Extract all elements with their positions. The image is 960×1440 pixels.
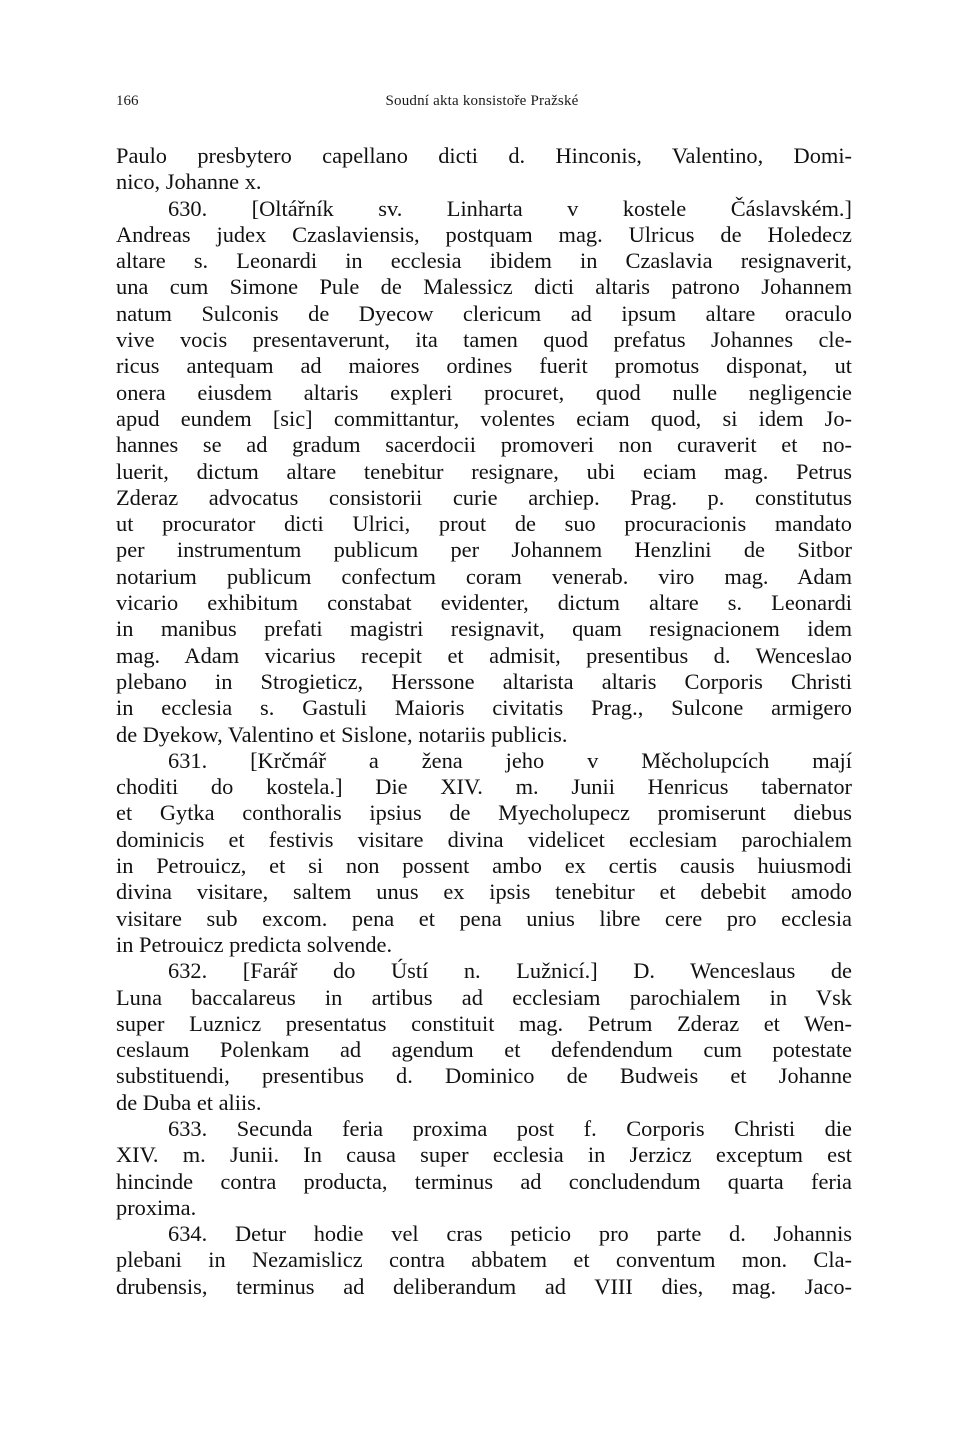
text-line: hincinde contra producta, terminus ad concludendum quarta feria bbox=[116, 1168, 852, 1194]
text-line: ut procurator dicti Ulrici, prout de suo procuracionis mandato bbox=[116, 511, 852, 537]
text-line: plebano in Strogieticz, Herssone altarista altaris Corporis Christi bbox=[116, 668, 852, 694]
entry-634-heading: 634. Detur hodie vel cras peticio pro parte d. Johannis bbox=[168, 1221, 852, 1247]
text-line: in Petrouicz predicta solvende. bbox=[116, 931, 393, 957]
text-line: dominicis et festivis visitare divina videlicet ecclesiam parochialem bbox=[116, 826, 852, 852]
text-line: de Dyekow, Valentino et Sislone, notariis publicis. bbox=[116, 721, 568, 747]
text-line: Zderaz advocatus consistorii curie archiep. Prag. p. constitutus bbox=[116, 484, 852, 510]
text-line: in ecclesia s. Gastuli Maioris civitatis Prag., Sulcone armigero bbox=[116, 695, 852, 721]
text-line: Paulo presbytero capellano dicti d. Hinconis, Valentino, Domi- bbox=[116, 143, 852, 168]
text-line: de Duba et aliis. bbox=[116, 1089, 262, 1115]
text-line: drubensis, terminus ad deliberandum ad VIII dies, mag. Jaco- bbox=[116, 1273, 852, 1299]
body-text bbox=[116, 143, 852, 1300]
text-line: plebani in Nezamislicz contra abbatem et conventum mon. Cla- bbox=[116, 1247, 852, 1273]
entry-633-heading: 633. Secunda feria proxima post f. Corporis Christi die bbox=[168, 1115, 852, 1141]
text-line: mag. Adam vicarius recepit et admisit, presentibus d. Wenceslao bbox=[116, 642, 852, 668]
text-line: natum Sulconis de Dyecow clericum ad ipsum altare oraculo bbox=[116, 300, 852, 326]
text-line: altare s. Leonardi in ecclesia ibidem in Czaslavia resignaverit, bbox=[116, 248, 852, 274]
text-line: in manibus prefati magistri resignavit, quam resignacionem idem bbox=[116, 616, 852, 642]
text-line: hannes se ad gradum sacerdocii promoveri non curaverit et no- bbox=[116, 432, 852, 458]
page-number: 166 bbox=[116, 93, 139, 109]
text-line: ricus antequam ad maiores ordines fuerit promotus disponat, ut bbox=[116, 353, 852, 379]
text-line: vive vocis presentaverunt, ita tamen quod prefatus Johannes cle- bbox=[116, 327, 852, 353]
text-line: vicario exhibitum constabat evidenter, dictum altare s. Leonardi bbox=[116, 590, 852, 616]
text-line: in Petrouicz, et si non possent ambo ex certis causis huiusmodi bbox=[116, 853, 852, 879]
entry-631-heading: 631. [Krčmář a žena jeho v Měcholupcích mají bbox=[168, 747, 852, 773]
text-line: et Gytka conthoralis ipsius de Myecholupecz promiserunt diebus bbox=[116, 800, 852, 826]
page-header bbox=[116, 93, 848, 117]
text-line: super Luznicz presentatus constituit mag. Petrum Zderaz et Wen- bbox=[116, 1010, 852, 1036]
text-line: XIV. m. Junii. In causa super ecclesia in Jerzicz exceptum est bbox=[116, 1142, 852, 1168]
text-line: visitare sub excom. pena et pena unius libre cere pro ecclesia bbox=[116, 905, 852, 931]
text-line: nico, Johanne x. bbox=[116, 169, 262, 195]
entry-630-heading: 630. [Oltářník sv. Linharta v kostele Čáslavském.] bbox=[168, 195, 852, 221]
text-line: Andreas judex Czaslaviensis, postquam mag. Ulricus de Holedecz bbox=[116, 221, 852, 247]
text-line: ceslaum Polenkam ad agendum et defendendum cum potestate bbox=[116, 1037, 852, 1063]
text-line: choditi do kostela.] Die XIV. m. Junii Henricus tabernator bbox=[116, 774, 852, 800]
text-line: per instrumentum publicum per Johannem Henzlini de Sitbor bbox=[116, 537, 852, 563]
text-line: proxima. bbox=[116, 1194, 197, 1220]
text-line: Luna baccalareus in artibus ad ecclesiam parochialem in Vsk bbox=[116, 984, 852, 1010]
text-line: una cum Simone Pule de Malessicz dicti altaris patrono Johannem bbox=[116, 274, 852, 300]
text-line: luerit, dictum altare tenebitur resignare, ubi eciam mag. Petrus bbox=[116, 458, 852, 484]
entry-632-heading: 632. [Farář do Ústí n. Lužnicí.] D. Wenceslaus de bbox=[168, 958, 852, 984]
text-line: substituendi, presentibus d. Dominico de Budweis et Johanne bbox=[116, 1063, 852, 1089]
text-line: divina visitare, saltem unus ex ipsis tenebitur et debebit amodo bbox=[116, 879, 852, 905]
text-line: onera eiusdem altaris expleri procuret, quod nulle negligencie bbox=[116, 379, 852, 405]
text-line: apud eundem [sic] committantur, volentes eciam quod, si idem Jo- bbox=[116, 405, 852, 431]
text-line: notarium publicum confectum coram venerab. viro mag. Adam bbox=[116, 563, 852, 589]
running-title: Soudní akta konsistoře Pražské bbox=[385, 93, 579, 109]
